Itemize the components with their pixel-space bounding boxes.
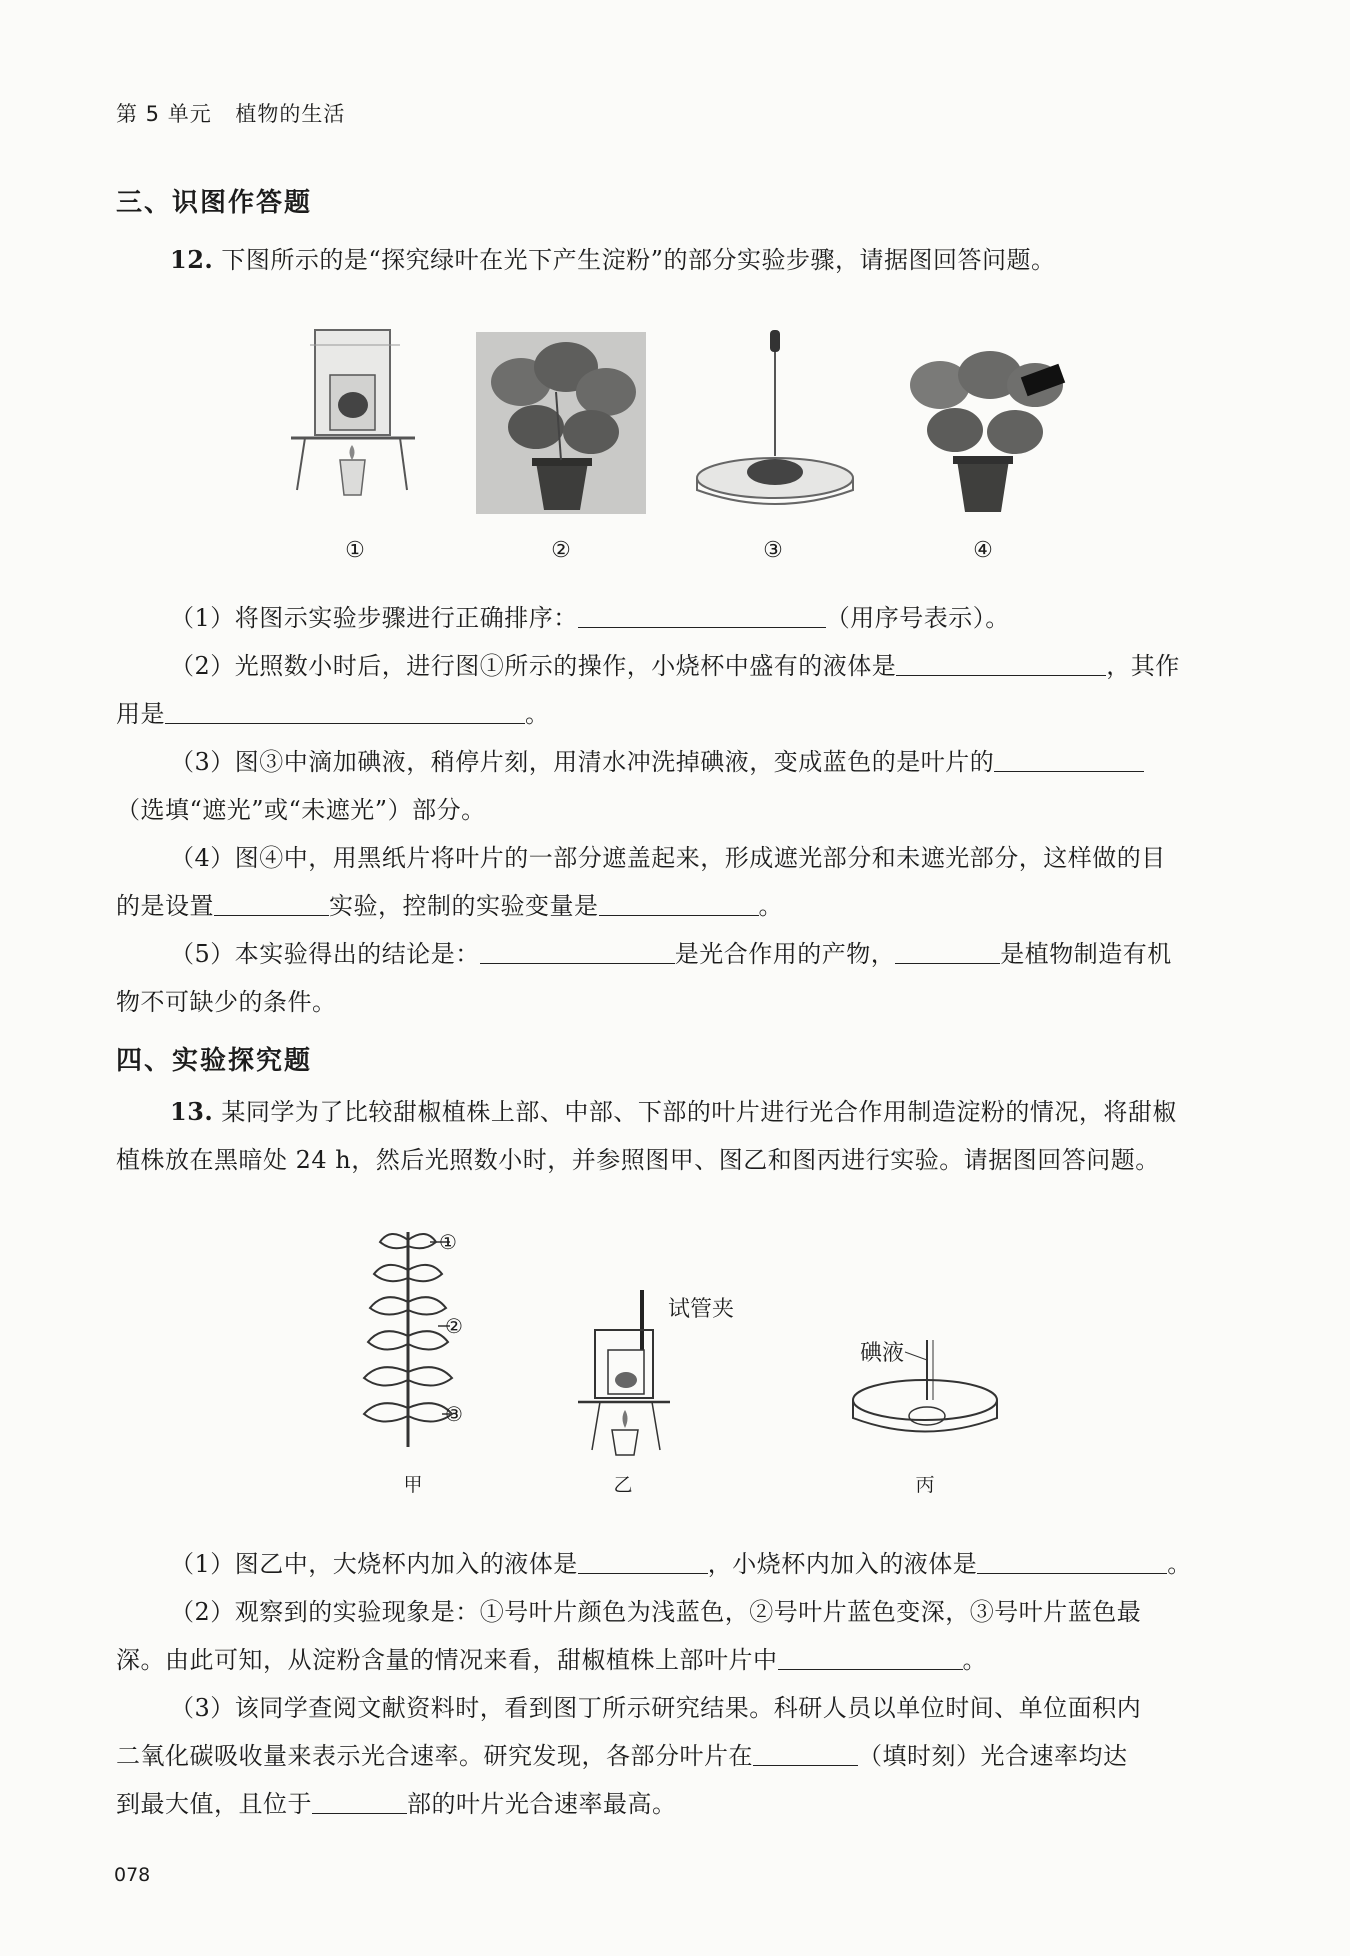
q12-sub2-blank-2[interactable] bbox=[165, 697, 525, 724]
q12-sub2-end: 。 bbox=[525, 700, 550, 728]
q13-sub1-text: （1）图乙中，大烧杯内加入的液体是 bbox=[170, 1550, 578, 1578]
unit-label: 第 5 单元 bbox=[116, 102, 212, 126]
q12-sub3-blank[interactable] bbox=[994, 745, 1144, 772]
q13-sub1-blank-1[interactable] bbox=[578, 1547, 708, 1574]
q13-sub1-mid: ，小烧杯内加入的液体是 bbox=[707, 1550, 978, 1578]
fig13-yi-clamp-label: 试管夹 bbox=[668, 1297, 735, 1322]
fig12-label-3: ③ bbox=[763, 538, 783, 563]
q12-sub1 bbox=[116, 594, 1236, 642]
q13-sub3-cont: 二氧化碳吸收量来表示光合速率。研究发现，各部分叶片在 bbox=[116, 1742, 753, 1770]
fig12-label-1: ① bbox=[345, 538, 365, 563]
q12-sub4-blank-2[interactable] bbox=[599, 889, 759, 916]
q12-sub5-blank-1[interactable] bbox=[480, 937, 675, 964]
q12-sub5 bbox=[116, 930, 1236, 1026]
q13-sub2-cont: 深。由此可知，从淀粉含量的情况来看，甜椒植株上部叶片中 bbox=[116, 1646, 778, 1674]
q13-sub3 bbox=[116, 1684, 1236, 1828]
q13-sub2-end: 。 bbox=[962, 1646, 987, 1674]
fig13-jia-mark-2: ② bbox=[445, 1314, 463, 1338]
q12-sub4-text: （4）图④中，用黑纸片将叶片的一部分遮盖起来，形成遮光部分和未遮光部分，这样做的目 bbox=[170, 844, 1166, 872]
fig12-label-2: ② bbox=[551, 538, 571, 563]
q13-stem bbox=[116, 1088, 1236, 1184]
q12-sub4-mid: 实验，控制的实验变量是 bbox=[329, 892, 599, 920]
q12-sub3-cont: （选填“遮光”或“未遮光”）部分。 bbox=[116, 796, 486, 824]
q12-sub5-mid2: 是植物制造有机 bbox=[1000, 940, 1172, 968]
unit-title: 植物的生活 bbox=[235, 102, 346, 126]
q12-sub2-text: （2）光照数小时后，进行图①所示的操作，小烧杯中盛有的液体是 bbox=[170, 652, 897, 680]
fig12-3-iodine-dropper bbox=[690, 328, 860, 518]
fig13-bing-iodine-label: 碘液 bbox=[859, 1341, 904, 1366]
q13-stem-line2: 植株放在黑暗处 24 h，然后光照数小时，并参照图甲、图乙和图丙进行实验。请据图回答问题。 bbox=[116, 1146, 1160, 1174]
q12-sub5-blank-2[interactable] bbox=[895, 937, 1000, 964]
page-header bbox=[116, 98, 345, 128]
fig12-2-potted-plant bbox=[476, 332, 646, 514]
q12-sub5-cont: 物不可缺少的条件。 bbox=[116, 988, 337, 1016]
section-3-title: 三、识图作答题 bbox=[116, 188, 313, 218]
q12-sub2-mid: ，其作 bbox=[1106, 652, 1180, 680]
section-4-title: 四、实验探究题 bbox=[116, 1046, 313, 1076]
q13-number: 13. bbox=[170, 1097, 214, 1126]
q13-sub3-text: （3）该同学查阅文献资料时，看到图丁所示研究结果。科研人员以单位时间、单位面积内 bbox=[170, 1694, 1142, 1722]
fig13-jia-mark-1: ① bbox=[439, 1230, 457, 1254]
q13-sub3-blank-1[interactable] bbox=[753, 1739, 858, 1766]
q12-sub4 bbox=[116, 834, 1236, 930]
q13-sub2 bbox=[116, 1588, 1236, 1684]
fig13-caption-bing: 丙 bbox=[915, 1474, 935, 1496]
q13-sub1-blank-2[interactable] bbox=[977, 1547, 1167, 1574]
q12-sub3-text: （3）图③中滴加碘液，稍停片刻，用清水冲洗掉碘液，变成蓝色的是叶片的 bbox=[170, 748, 995, 776]
q13-sub1-end: 。 bbox=[1167, 1550, 1192, 1578]
q13-sub3-blank-2[interactable] bbox=[312, 1787, 407, 1814]
fig13-caption-jia: 甲 bbox=[403, 1474, 423, 1496]
fig12-4-covered-leaf-plant bbox=[895, 340, 1075, 515]
q12-number: 12. bbox=[170, 245, 214, 274]
q12-sub3 bbox=[116, 738, 1236, 834]
q12-sub1-blank[interactable] bbox=[578, 601, 826, 628]
q13-sub2-blank[interactable] bbox=[778, 1643, 963, 1670]
q12-stem-text: 下图所示的是“探究绿叶在光下产生淀粉”的部分实验步骤，请据图回答问题。 bbox=[221, 246, 1056, 274]
q13-sub3-end: 部的叶片光合速率最高。 bbox=[407, 1790, 677, 1818]
q12-sub4-cont: 的是设置 bbox=[116, 892, 214, 920]
page-number: 078 bbox=[114, 1864, 151, 1886]
q12-sub2-blank-1[interactable] bbox=[896, 649, 1106, 676]
q12-stem bbox=[116, 236, 1236, 284]
q12-sub2 bbox=[116, 642, 1236, 738]
q12-sub5-text: （5）本实验得出的结论是： bbox=[170, 940, 480, 968]
fig13-yi-water-bath bbox=[570, 1290, 680, 1460]
q13-sub1 bbox=[116, 1540, 1236, 1588]
q12-sub5-mid: 是光合作用的产物， bbox=[674, 940, 896, 968]
q12-sub2-cont: 用是 bbox=[116, 700, 165, 728]
fig12-1-water-bath bbox=[285, 320, 425, 520]
q12-sub4-blank-1[interactable] bbox=[214, 889, 329, 916]
q13-sub3-mid: （填时刻）光合速率均达 bbox=[858, 1742, 1128, 1770]
q12-sub1-text: （1）将图示实验步骤进行正确排序： bbox=[170, 604, 578, 632]
q13-stem-line1: 某同学为了比较甜椒植株上部、中部、下部的叶片进行光合作用制造淀粉的情况，将甜椒 bbox=[221, 1098, 1177, 1126]
q13-sub3-cont2: 到最大值，且位于 bbox=[116, 1790, 312, 1818]
q12-sub1-suffix: （用序号表示）。 bbox=[825, 604, 1010, 632]
q12-sub4-end: 。 bbox=[758, 892, 783, 920]
fig12-label-4: ④ bbox=[973, 538, 993, 563]
fig13-caption-yi: 乙 bbox=[613, 1474, 633, 1496]
fig13-jia-mark-3: ③ bbox=[445, 1402, 463, 1426]
q13-sub2-text: （2）观察到的实验现象是：①号叶片颜色为浅蓝色，②号叶片蓝色变深，③号叶片蓝色最 bbox=[170, 1598, 1142, 1626]
